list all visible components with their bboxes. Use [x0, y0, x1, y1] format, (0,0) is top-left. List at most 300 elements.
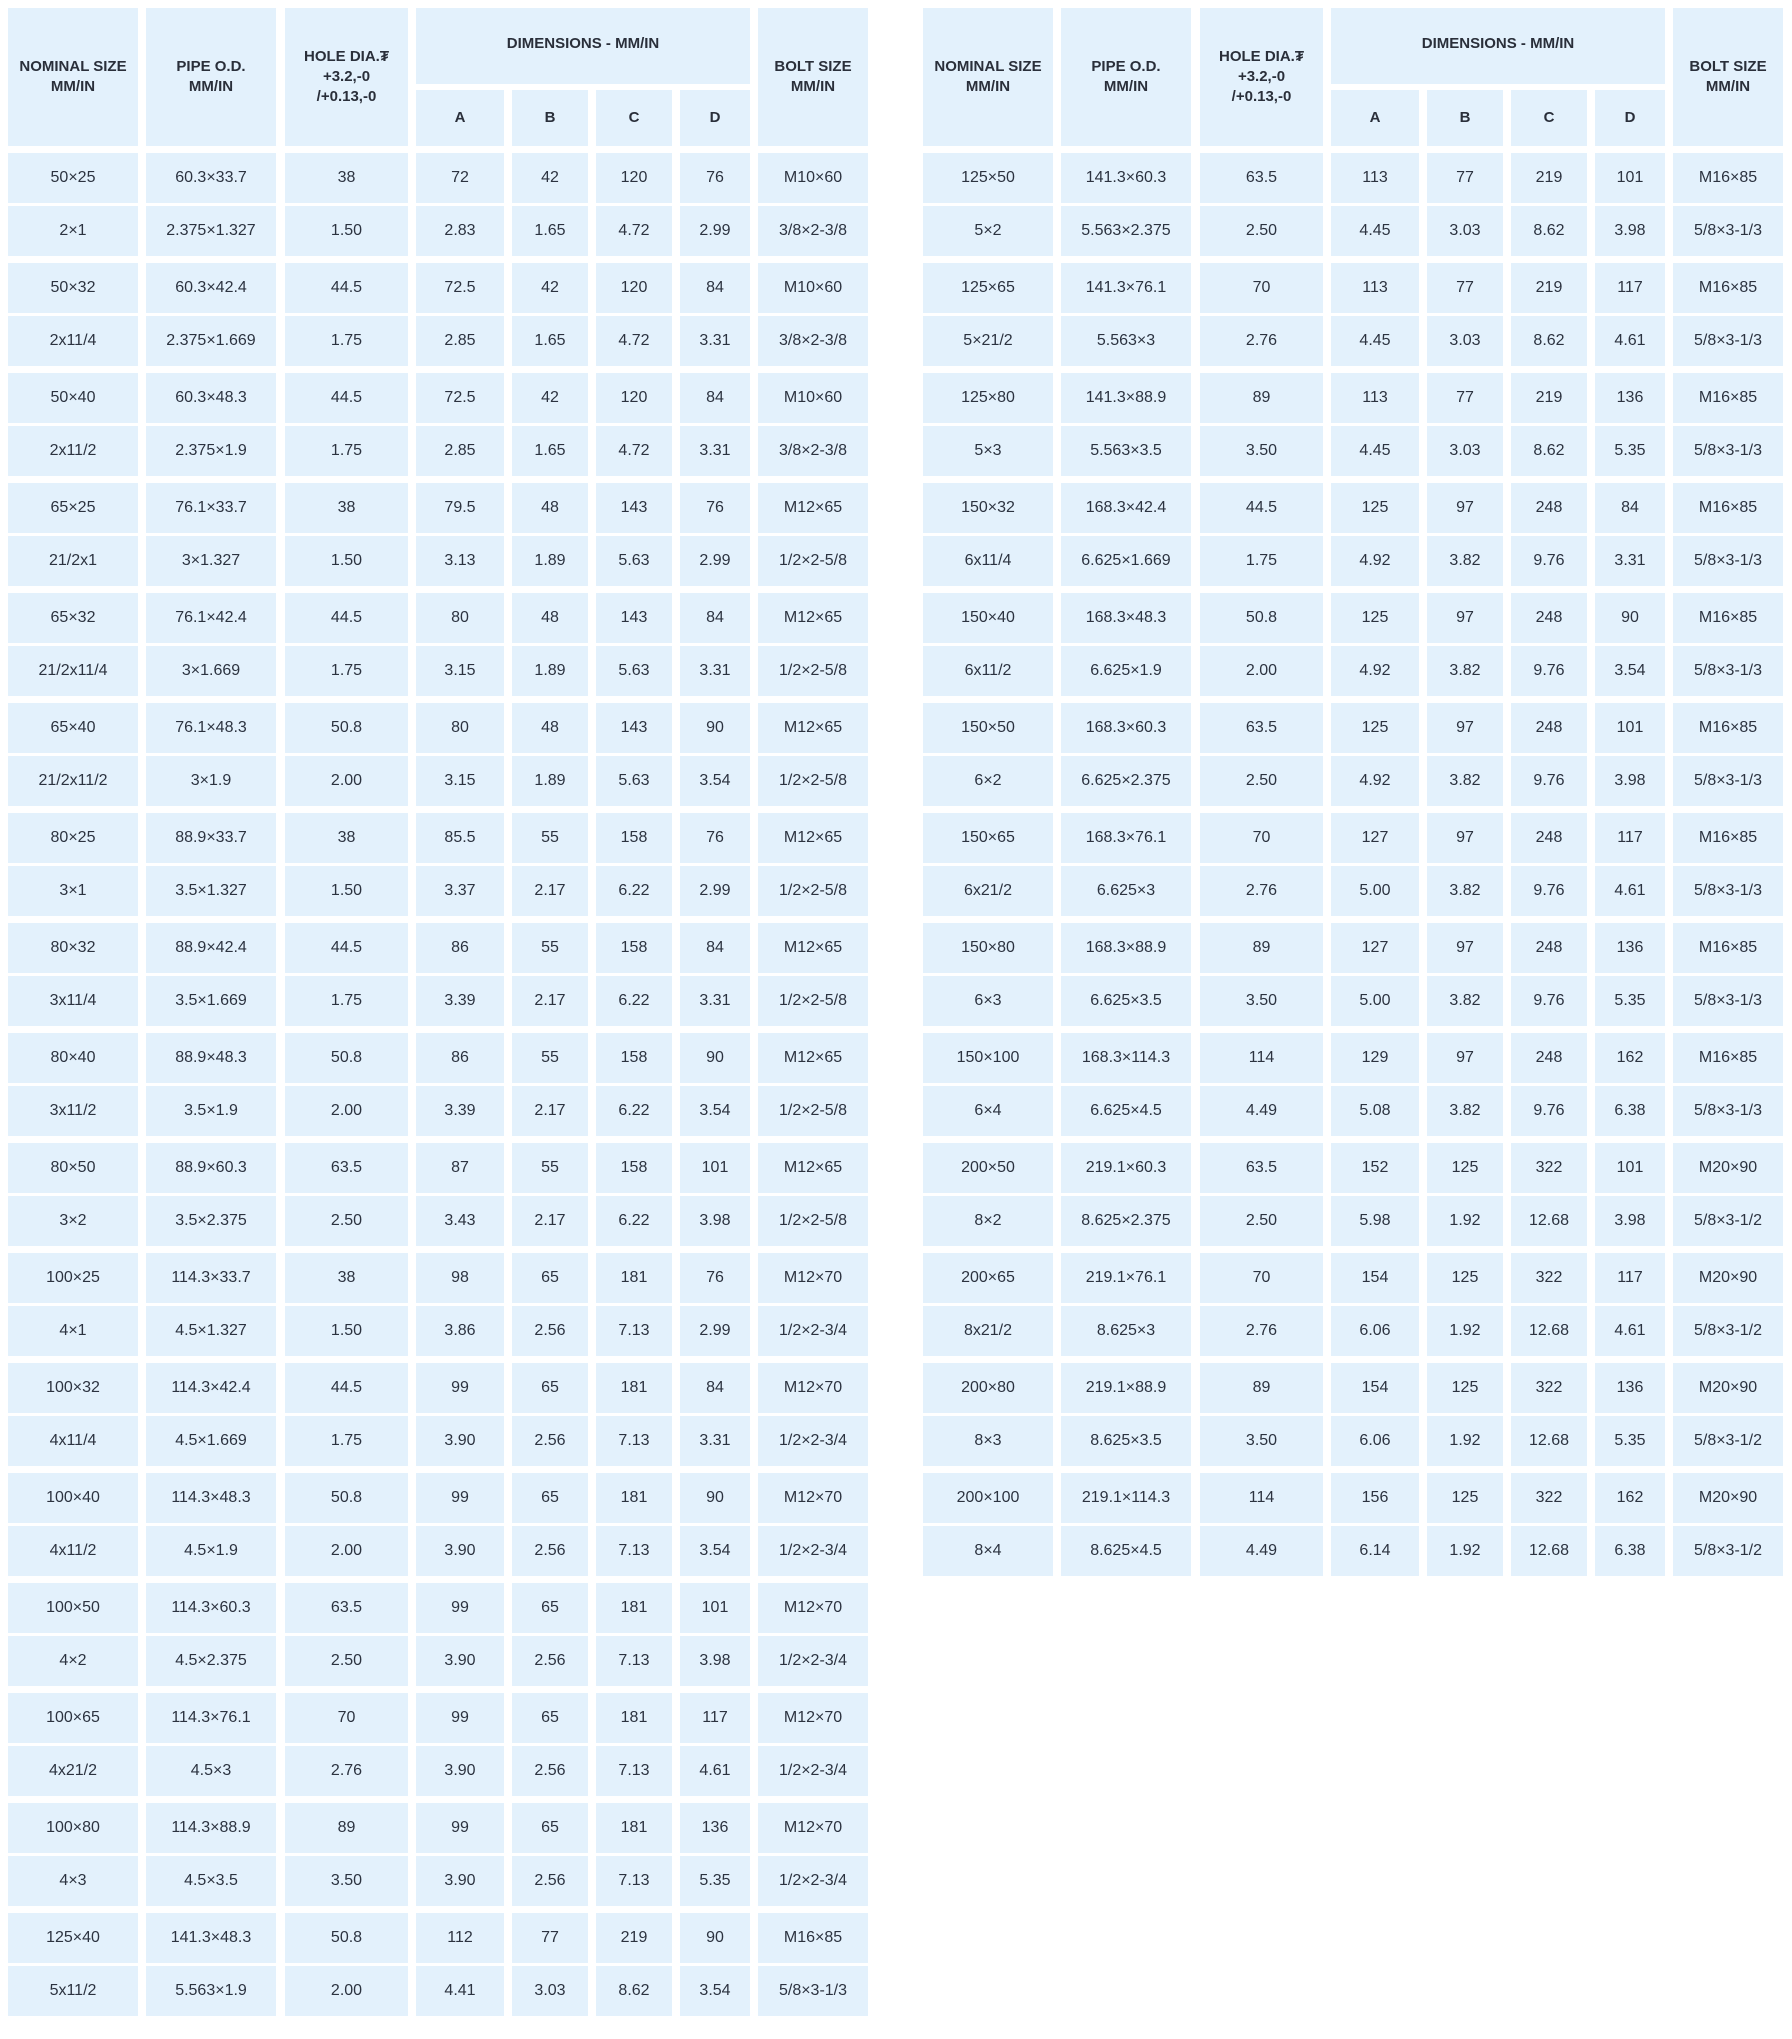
- cell-dim-c: 158: [596, 1143, 672, 1193]
- cell-dim-d: 84: [680, 593, 750, 643]
- cell-nominal-size: 150×80: [923, 923, 1053, 973]
- cell-dim-a: 3.15: [416, 646, 504, 696]
- cell-dim-b: 42: [512, 373, 588, 423]
- cell-nominal-size: 3×2: [8, 1196, 138, 1246]
- cell-dim-c: 7.13: [596, 1856, 672, 1906]
- header-hole-dia-line1: HOLE DIA.₮: [304, 48, 389, 65]
- cell-dim-c: 5.63: [596, 646, 672, 696]
- cell-dim-c: 322: [1511, 1363, 1587, 1413]
- cell-bolt-size: 5/8×3-1/3: [1673, 756, 1783, 806]
- cell-dim-c: 12.68: [1511, 1416, 1587, 1466]
- cell-dim-a: 3.43: [416, 1196, 504, 1246]
- cell-dim-d: 3.31: [680, 1416, 750, 1466]
- cell-dim-b: 3.82: [1427, 1086, 1503, 1136]
- cell-hole-dia: 44.5: [1200, 483, 1323, 533]
- cell-dim-d: 3.98: [680, 1636, 750, 1686]
- cell-nominal-size: 100×25: [8, 1253, 138, 1303]
- cell-dim-a: 5.08: [1331, 1086, 1419, 1136]
- cell-hole-dia: 50.8: [285, 1473, 408, 1523]
- cell-bolt-size: M10×60: [758, 153, 868, 203]
- cell-bolt-size: 5/8×3-1/3: [1673, 426, 1783, 476]
- cell-nominal-size: 6×3: [923, 976, 1053, 1026]
- cell-dim-d: 136: [680, 1803, 750, 1853]
- cell-pipe-od: 168.3×42.4: [1061, 483, 1191, 533]
- cell-hole-dia: 1.50: [285, 1306, 408, 1356]
- cell-pipe-od: 219.1×88.9: [1061, 1363, 1191, 1413]
- cell-dim-b: 97: [1427, 923, 1503, 973]
- cell-dim-c: 7.13: [596, 1526, 672, 1576]
- header-pipe-od: [146, 8, 276, 146]
- cell-dim-a: 127: [1331, 813, 1419, 863]
- cell-dim-b: 1.89: [512, 536, 588, 586]
- cell-dim-a: 3.37: [416, 866, 504, 916]
- cell-pipe-od: 5.563×3.5: [1061, 426, 1191, 476]
- cell-pipe-od: 3.5×1.9: [146, 1086, 276, 1136]
- cell-dim-d: 84: [680, 1363, 750, 1413]
- cell-bolt-size: 5/8×3-1/3: [1673, 536, 1783, 586]
- cell-nominal-size: 4×3: [8, 1856, 138, 1906]
- cell-dim-b: 65: [512, 1253, 588, 1303]
- cell-dim-d: 76: [680, 813, 750, 863]
- cell-bolt-size: M10×60: [758, 263, 868, 313]
- cell-dim-a: 6.06: [1331, 1416, 1419, 1466]
- cell-nominal-size: 21/2x11/2: [8, 756, 138, 806]
- cell-dim-d: 101: [680, 1143, 750, 1193]
- cell-dim-d: 3.54: [680, 1966, 750, 2016]
- cell-pipe-od: 114.3×60.3: [146, 1583, 276, 1633]
- cell-bolt-size: M16×85: [1673, 153, 1783, 203]
- cell-bolt-size: 1/2×2-5/8: [758, 1196, 868, 1246]
- header-nominal-size-label: NOMINAL SIZE MM/IN: [934, 58, 1042, 95]
- cell-dim-d: 101: [1595, 153, 1665, 203]
- cell-pipe-od: 8.625×4.5: [1061, 1526, 1191, 1576]
- cell-dim-c: 6.22: [596, 866, 672, 916]
- cell-hole-dia: 63.5: [1200, 1143, 1323, 1193]
- cell-dim-b: 55: [512, 1033, 588, 1083]
- cell-dim-d: 4.61: [1595, 1306, 1665, 1356]
- cell-nominal-size: 4x11/4: [8, 1416, 138, 1466]
- cell-bolt-size: M20×90: [1673, 1143, 1783, 1193]
- cell-dim-b: 125: [1427, 1473, 1503, 1523]
- cell-pipe-od: 6.625×3.5: [1061, 976, 1191, 1026]
- cell-dim-d: 90: [680, 1033, 750, 1083]
- header-dim-c-label: C: [628, 109, 640, 126]
- cell-pipe-od: 3×1.327: [146, 536, 276, 586]
- cell-pipe-od: 114.3×33.7: [146, 1253, 276, 1303]
- cell-dim-d: 3.98: [1595, 756, 1665, 806]
- header-dim-d: [680, 90, 750, 146]
- cell-dim-c: 219: [1511, 153, 1587, 203]
- cell-bolt-size: 1/2×2-5/8: [758, 1086, 868, 1136]
- cell-nominal-size: 6x21/2: [923, 866, 1053, 916]
- cell-bolt-size: M12×70: [758, 1253, 868, 1303]
- cell-dim-d: 4.61: [1595, 866, 1665, 916]
- cell-pipe-od: 6.625×2.375: [1061, 756, 1191, 806]
- cell-dim-c: 248: [1511, 923, 1587, 973]
- cell-dim-c: 8.62: [1511, 426, 1587, 476]
- cell-dim-a: 2.85: [416, 316, 504, 366]
- cell-pipe-od: 3.5×2.375: [146, 1196, 276, 1246]
- cell-dim-a: 99: [416, 1583, 504, 1633]
- cell-bolt-size: M12×65: [758, 1033, 868, 1083]
- cell-dim-b: 77: [1427, 153, 1503, 203]
- cell-bolt-size: M12×70: [758, 1473, 868, 1523]
- cell-dim-d: 101: [1595, 1143, 1665, 1193]
- cell-hole-dia: 2.50: [1200, 206, 1323, 256]
- cell-dim-c: 9.76: [1511, 1086, 1587, 1136]
- cell-nominal-size: 125×40: [8, 1913, 138, 1963]
- cell-dim-b: 77: [1427, 263, 1503, 313]
- cell-dim-c: 120: [596, 263, 672, 313]
- cell-hole-dia: 1.50: [285, 536, 408, 586]
- cell-bolt-size: M10×60: [758, 373, 868, 423]
- header-dim-b: [512, 90, 588, 146]
- cell-dim-d: 2.99: [680, 1306, 750, 1356]
- cell-hole-dia: 70: [1200, 813, 1323, 863]
- cell-dim-a: 4.45: [1331, 316, 1419, 366]
- cell-dim-d: 3.54: [680, 756, 750, 806]
- cell-hole-dia: 1.50: [285, 866, 408, 916]
- cell-dim-c: 9.76: [1511, 866, 1587, 916]
- cell-dim-a: 3.90: [416, 1526, 504, 1576]
- header-bolt-size: [1673, 8, 1783, 146]
- cell-bolt-size: M12×70: [758, 1363, 868, 1413]
- cell-nominal-size: 8×2: [923, 1196, 1053, 1246]
- cell-bolt-size: 1/2×2-5/8: [758, 646, 868, 696]
- cell-dim-a: 3.90: [416, 1416, 504, 1466]
- cell-dim-c: 7.13: [596, 1416, 672, 1466]
- cell-bolt-size: M20×90: [1673, 1253, 1783, 1303]
- cell-hole-dia: 3.50: [1200, 1416, 1323, 1466]
- header-dimensions-label: DIMENSIONS - MM/IN: [1421, 35, 1575, 52]
- cell-dim-c: 248: [1511, 483, 1587, 533]
- cell-nominal-size: 6x11/4: [923, 536, 1053, 586]
- cell-dim-c: 322: [1511, 1143, 1587, 1193]
- cell-dim-c: 158: [596, 1033, 672, 1083]
- cell-dim-a: 2.85: [416, 426, 504, 476]
- cell-nominal-size: 80×32: [8, 923, 138, 973]
- cell-bolt-size: M12×70: [758, 1693, 868, 1743]
- cell-hole-dia: 3.50: [285, 1856, 408, 1906]
- cell-dim-a: 99: [416, 1803, 504, 1853]
- cell-bolt-size: 5/8×3-1/2: [1673, 1306, 1783, 1356]
- cell-hole-dia: 89: [1200, 373, 1323, 423]
- cell-hole-dia: 2.50: [1200, 756, 1323, 806]
- cell-hole-dia: 2.00: [285, 1526, 408, 1576]
- header-dimensions: [1331, 8, 1665, 84]
- header-dim-a: [1331, 90, 1419, 146]
- header-dim-d-label: D: [709, 109, 721, 126]
- cell-dim-b: 2.17: [512, 1086, 588, 1136]
- cell-pipe-od: 5.563×1.9: [146, 1966, 276, 2016]
- cell-dim-a: 125: [1331, 703, 1419, 753]
- cell-pipe-od: 4.5×1.9: [146, 1526, 276, 1576]
- cell-dim-c: 181: [596, 1363, 672, 1413]
- cell-dim-a: 79.5: [416, 483, 504, 533]
- cell-dim-d: 117: [1595, 263, 1665, 313]
- cell-dim-a: 3.90: [416, 1636, 504, 1686]
- cell-hole-dia: 44.5: [285, 1363, 408, 1413]
- cell-dim-a: 125: [1331, 483, 1419, 533]
- cell-bolt-size: M16×85: [1673, 593, 1783, 643]
- cell-dim-c: 181: [596, 1693, 672, 1743]
- cell-dim-a: 72.5: [416, 263, 504, 313]
- cell-dim-c: 9.76: [1511, 756, 1587, 806]
- cell-hole-dia: 70: [1200, 263, 1323, 313]
- cell-hole-dia: 1.75: [285, 1416, 408, 1466]
- cell-dim-a: 113: [1331, 263, 1419, 313]
- cell-dim-d: 90: [680, 703, 750, 753]
- cell-nominal-size: 21/2x1: [8, 536, 138, 586]
- cell-nominal-size: 50×25: [8, 153, 138, 203]
- cell-dim-b: 3.82: [1427, 536, 1503, 586]
- cell-dim-b: 125: [1427, 1143, 1503, 1193]
- cell-dim-a: 72: [416, 153, 504, 203]
- cell-nominal-size: 100×40: [8, 1473, 138, 1523]
- header-dim-b-label: B: [1459, 109, 1471, 126]
- cell-dim-a: 4.92: [1331, 536, 1419, 586]
- cell-bolt-size: 3/8×2-3/8: [758, 206, 868, 256]
- cell-nominal-size: 5×21/2: [923, 316, 1053, 366]
- cell-dim-d: 3.98: [1595, 206, 1665, 256]
- cell-dim-c: 181: [596, 1253, 672, 1303]
- cell-dim-c: 9.76: [1511, 536, 1587, 586]
- cell-nominal-size: 200×65: [923, 1253, 1053, 1303]
- cell-dim-b: 3.82: [1427, 646, 1503, 696]
- cell-hole-dia: 2.76: [285, 1746, 408, 1796]
- cell-dim-d: 6.38: [1595, 1526, 1665, 1576]
- cell-dim-d: 3.54: [1595, 646, 1665, 696]
- cell-hole-dia: 114: [1200, 1033, 1323, 1083]
- cell-bolt-size: 5/8×3-1/3: [1673, 316, 1783, 366]
- cell-dim-d: 3.31: [680, 976, 750, 1026]
- cell-pipe-od: 141.3×48.3: [146, 1913, 276, 1963]
- cell-bolt-size: M16×85: [1673, 1033, 1783, 1083]
- cell-nominal-size: 5×2: [923, 206, 1053, 256]
- cell-hole-dia: 2.76: [1200, 866, 1323, 916]
- cell-hole-dia: 50.8: [285, 1033, 408, 1083]
- cell-dim-c: 12.68: [1511, 1306, 1587, 1356]
- cell-nominal-size: 8×3: [923, 1416, 1053, 1466]
- cell-pipe-od: 4.5×3.5: [146, 1856, 276, 1906]
- cell-dim-a: 3.13: [416, 536, 504, 586]
- cell-dim-a: 99: [416, 1363, 504, 1413]
- cell-bolt-size: M16×85: [1673, 703, 1783, 753]
- cell-pipe-od: 3×1.9: [146, 756, 276, 806]
- cell-dim-d: 3.54: [680, 1086, 750, 1136]
- cell-hole-dia: 38: [285, 153, 408, 203]
- cell-pipe-od: 114.3×76.1: [146, 1693, 276, 1743]
- cell-dim-a: 3.39: [416, 1086, 504, 1136]
- cell-pipe-od: 88.9×42.4: [146, 923, 276, 973]
- cell-nominal-size: 50×40: [8, 373, 138, 423]
- cell-nominal-size: 65×40: [8, 703, 138, 753]
- cell-bolt-size: M16×85: [758, 1913, 868, 1963]
- cell-dim-a: 127: [1331, 923, 1419, 973]
- cell-pipe-od: 8.625×2.375: [1061, 1196, 1191, 1246]
- cell-dim-d: 3.31: [680, 646, 750, 696]
- header-nominal-size: [8, 8, 138, 146]
- cell-dim-d: 5.35: [680, 1856, 750, 1906]
- cell-dim-d: 76: [680, 153, 750, 203]
- cell-pipe-od: 6.625×3: [1061, 866, 1191, 916]
- cell-nominal-size: 150×40: [923, 593, 1053, 643]
- cell-dim-a: 152: [1331, 1143, 1419, 1193]
- cell-dim-a: 87: [416, 1143, 504, 1193]
- cell-bolt-size: 1/2×2-3/4: [758, 1636, 868, 1686]
- cell-dim-a: 113: [1331, 153, 1419, 203]
- cell-dim-c: 8.62: [1511, 206, 1587, 256]
- cell-bolt-size: 5/8×3-1/2: [1673, 1416, 1783, 1466]
- cell-bolt-size: M12×65: [758, 923, 868, 973]
- cell-dim-a: 3.39: [416, 976, 504, 1026]
- cell-dim-c: 7.13: [596, 1636, 672, 1686]
- cell-hole-dia: 50.8: [1200, 593, 1323, 643]
- cell-bolt-size: M16×85: [1673, 923, 1783, 973]
- cell-dim-c: 4.72: [596, 426, 672, 476]
- cell-hole-dia: 63.5: [285, 1583, 408, 1633]
- cell-pipe-od: 141.3×60.3: [1061, 153, 1191, 203]
- cell-hole-dia: 38: [285, 813, 408, 863]
- cell-nominal-size: 4x21/2: [8, 1746, 138, 1796]
- cell-dim-b: 55: [512, 923, 588, 973]
- cell-pipe-od: 5.563×3: [1061, 316, 1191, 366]
- cell-hole-dia: 2.50: [285, 1636, 408, 1686]
- cell-nominal-size: 100×50: [8, 1583, 138, 1633]
- cell-dim-b: 97: [1427, 483, 1503, 533]
- cell-pipe-od: 4.5×3: [146, 1746, 276, 1796]
- cell-nominal-size: 65×25: [8, 483, 138, 533]
- cell-dim-b: 3.03: [512, 1966, 588, 2016]
- cell-bolt-size: M16×85: [1673, 483, 1783, 533]
- cell-dim-b: 97: [1427, 1033, 1503, 1083]
- cell-hole-dia: 4.49: [1200, 1086, 1323, 1136]
- cell-dim-a: 6.06: [1331, 1306, 1419, 1356]
- cell-dim-b: 3.82: [1427, 756, 1503, 806]
- cell-hole-dia: 1.75: [285, 976, 408, 1026]
- cell-pipe-od: 88.9×33.7: [146, 813, 276, 863]
- header-dim-c: [596, 90, 672, 146]
- cell-dim-a: 3.15: [416, 756, 504, 806]
- cell-nominal-size: 80×40: [8, 1033, 138, 1083]
- cell-dim-d: 3.54: [680, 1526, 750, 1576]
- cell-nominal-size: 6×2: [923, 756, 1053, 806]
- cell-hole-dia: 89: [1200, 1363, 1323, 1413]
- cell-dim-b: 1.65: [512, 316, 588, 366]
- header-dim-b-label: B: [544, 109, 556, 126]
- cell-dim-b: 3.82: [1427, 866, 1503, 916]
- cell-pipe-od: 3×1.669: [146, 646, 276, 696]
- cell-nominal-size: 125×65: [923, 263, 1053, 313]
- cell-dim-c: 181: [596, 1473, 672, 1523]
- header-nominal-size: [923, 8, 1053, 146]
- cell-dim-a: 4.45: [1331, 426, 1419, 476]
- cell-dim-b: 1.89: [512, 646, 588, 696]
- cell-bolt-size: 1/2×2-5/8: [758, 756, 868, 806]
- cell-bolt-size: M12×65: [758, 593, 868, 643]
- cell-dim-b: 2.56: [512, 1856, 588, 1906]
- cell-dim-b: 125: [1427, 1253, 1503, 1303]
- cell-dim-a: 113: [1331, 373, 1419, 423]
- cell-hole-dia: 89: [1200, 923, 1323, 973]
- header-dim-d: [1595, 90, 1665, 146]
- cell-pipe-od: 60.3×42.4: [146, 263, 276, 313]
- cell-bolt-size: M12×65: [758, 813, 868, 863]
- cell-dim-b: 1.92: [1427, 1416, 1503, 1466]
- cell-hole-dia: 4.49: [1200, 1526, 1323, 1576]
- cell-nominal-size: 100×80: [8, 1803, 138, 1853]
- cell-bolt-size: 1/2×2-3/4: [758, 1526, 868, 1576]
- cell-dim-a: 3.90: [416, 1746, 504, 1796]
- cell-hole-dia: 2.50: [1200, 1196, 1323, 1246]
- cell-dim-c: 248: [1511, 703, 1587, 753]
- cell-dim-c: 219: [1511, 263, 1587, 313]
- cell-dim-b: 55: [512, 1143, 588, 1193]
- header-bolt-size: [758, 8, 868, 146]
- cell-hole-dia: 63.5: [1200, 153, 1323, 203]
- cell-dim-a: 80: [416, 593, 504, 643]
- cell-hole-dia: 2.00: [285, 1966, 408, 2016]
- cell-nominal-size: 100×32: [8, 1363, 138, 1413]
- cell-nominal-size: 6×4: [923, 1086, 1053, 1136]
- cell-dim-b: 2.17: [512, 1196, 588, 1246]
- cell-dim-a: 3.90: [416, 1856, 504, 1906]
- cell-hole-dia: 89: [285, 1803, 408, 1853]
- cell-dim-c: 7.13: [596, 1306, 672, 1356]
- cell-bolt-size: M16×85: [1673, 813, 1783, 863]
- cell-nominal-size: 150×50: [923, 703, 1053, 753]
- header-dim-c: [1511, 90, 1587, 146]
- cell-pipe-od: 76.1×48.3: [146, 703, 276, 753]
- cell-nominal-size: 125×50: [923, 153, 1053, 203]
- cell-dim-b: 3.03: [1427, 206, 1503, 256]
- cell-dim-a: 156: [1331, 1473, 1419, 1523]
- cell-pipe-od: 168.3×88.9: [1061, 923, 1191, 973]
- cell-dim-b: 3.03: [1427, 426, 1503, 476]
- cell-dim-d: 117: [680, 1693, 750, 1743]
- cell-nominal-size: 200×50: [923, 1143, 1053, 1193]
- cell-hole-dia: 2.00: [285, 1086, 408, 1136]
- cell-nominal-size: 5×3: [923, 426, 1053, 476]
- cell-hole-dia: 114: [1200, 1473, 1323, 1523]
- cell-dim-a: 129: [1331, 1033, 1419, 1083]
- cell-pipe-od: 4.5×1.669: [146, 1416, 276, 1466]
- cell-dim-b: 125: [1427, 1363, 1503, 1413]
- cell-nominal-size: 200×80: [923, 1363, 1053, 1413]
- header-pipe-od-label: PIPE O.D. MM/IN: [176, 58, 246, 95]
- cell-hole-dia: 1.50: [285, 206, 408, 256]
- cell-dim-a: 99: [416, 1473, 504, 1523]
- cell-dim-b: 42: [512, 263, 588, 313]
- cell-bolt-size: M12×65: [758, 703, 868, 753]
- cell-hole-dia: 1.75: [1200, 536, 1323, 586]
- cell-nominal-size: 6x11/2: [923, 646, 1053, 696]
- header-hole-dia-line1: HOLE DIA.₮: [1219, 48, 1304, 65]
- cell-dim-c: 158: [596, 923, 672, 973]
- cell-hole-dia: 3.50: [1200, 426, 1323, 476]
- header-hole-dia: [285, 8, 408, 146]
- cell-pipe-od: 114.3×88.9: [146, 1803, 276, 1853]
- cell-dim-b: 1.92: [1427, 1526, 1503, 1576]
- cell-hole-dia: 3.50: [1200, 976, 1323, 1026]
- cell-dim-c: 248: [1511, 813, 1587, 863]
- cell-pipe-od: 141.3×76.1: [1061, 263, 1191, 313]
- cell-dim-c: 12.68: [1511, 1526, 1587, 1576]
- cell-hole-dia: 1.75: [285, 426, 408, 476]
- cell-dim-c: 248: [1511, 1033, 1587, 1083]
- cell-nominal-size: 80×25: [8, 813, 138, 863]
- cell-dim-c: 248: [1511, 593, 1587, 643]
